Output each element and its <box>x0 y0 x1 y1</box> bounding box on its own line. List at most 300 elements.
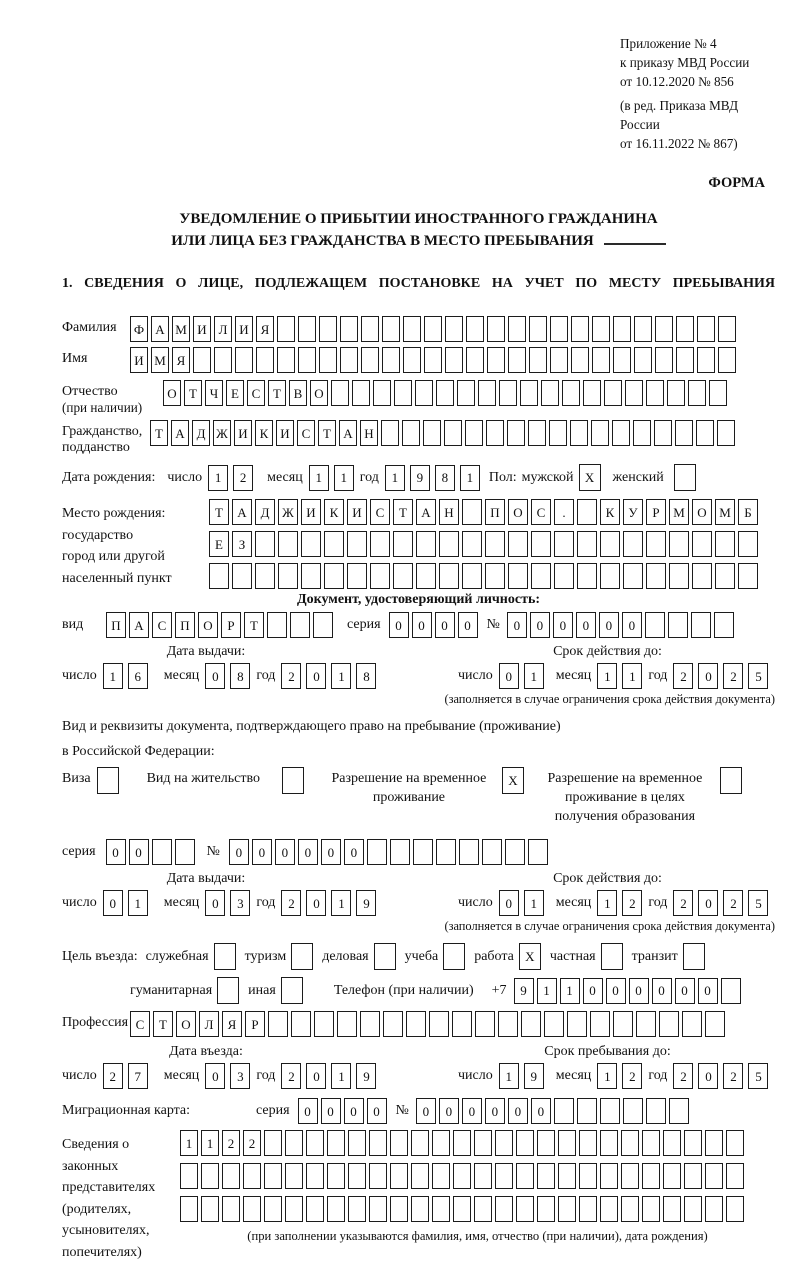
char-box[interactable] <box>550 316 568 342</box>
char-box[interactable] <box>403 347 421 373</box>
char-box[interactable]: П <box>106 612 126 638</box>
char-box[interactable]: 3 <box>230 1063 250 1089</box>
char-box[interactable] <box>549 420 567 446</box>
char-box[interactable] <box>445 316 463 342</box>
char-box[interactable] <box>577 531 597 557</box>
char-box[interactable] <box>474 1163 492 1189</box>
char-box[interactable] <box>738 563 758 589</box>
checkbox[interactable] <box>281 977 303 1004</box>
char-box[interactable]: 9 <box>356 890 376 916</box>
char-box[interactable]: Д <box>255 499 275 525</box>
char-box[interactable] <box>508 316 526 342</box>
char-box[interactable] <box>370 563 390 589</box>
char-box[interactable] <box>340 347 358 373</box>
char-box[interactable] <box>382 316 400 342</box>
char-box[interactable] <box>684 1196 702 1222</box>
char-box[interactable] <box>298 347 316 373</box>
char-box[interactable]: 0 <box>298 839 318 865</box>
char-box[interactable] <box>544 1011 564 1037</box>
char-box[interactable]: О <box>310 380 328 406</box>
char-box[interactable]: К <box>255 420 273 446</box>
char-box[interactable]: 9 <box>524 1063 544 1089</box>
char-box[interactable] <box>612 420 630 446</box>
char-box[interactable]: 2 <box>281 890 301 916</box>
char-box[interactable] <box>264 1130 282 1156</box>
char-box[interactable] <box>495 1130 513 1156</box>
char-box[interactable] <box>600 563 620 589</box>
char-box[interactable] <box>423 420 441 446</box>
char-box[interactable]: 1 <box>103 663 123 689</box>
char-box[interactable] <box>445 347 463 373</box>
char-box[interactable] <box>459 839 479 865</box>
char-box[interactable]: 9 <box>410 465 430 491</box>
char-box[interactable]: 0 <box>306 663 326 689</box>
char-box[interactable] <box>291 1011 311 1037</box>
char-box[interactable] <box>571 316 589 342</box>
char-box[interactable]: 0 <box>606 978 626 1004</box>
char-box[interactable]: 2 <box>281 663 301 689</box>
char-box[interactable]: И <box>193 316 211 342</box>
char-box[interactable]: 8 <box>230 663 250 689</box>
char-box[interactable] <box>457 380 475 406</box>
char-box[interactable] <box>508 563 528 589</box>
char-box[interactable] <box>347 563 367 589</box>
char-box[interactable] <box>348 1130 366 1156</box>
char-box[interactable] <box>383 1011 403 1037</box>
char-box[interactable] <box>313 612 333 638</box>
char-box[interactable] <box>717 420 735 446</box>
char-box[interactable] <box>583 380 601 406</box>
char-box[interactable] <box>214 347 232 373</box>
char-box[interactable] <box>668 612 688 638</box>
char-box[interactable] <box>301 531 321 557</box>
char-box[interactable]: 1 <box>331 1063 351 1089</box>
char-box[interactable] <box>432 1130 450 1156</box>
char-box[interactable]: 8 <box>435 465 455 491</box>
char-box[interactable] <box>558 1163 576 1189</box>
char-box[interactable] <box>411 1130 429 1156</box>
char-box[interactable] <box>505 839 525 865</box>
char-box[interactable] <box>436 839 456 865</box>
char-box[interactable] <box>390 839 410 865</box>
char-box[interactable] <box>256 347 274 373</box>
char-box[interactable]: 1 <box>208 465 228 491</box>
char-box[interactable] <box>462 531 482 557</box>
char-box[interactable]: 1 <box>334 465 354 491</box>
char-box[interactable] <box>570 420 588 446</box>
char-box[interactable] <box>381 420 399 446</box>
char-box[interactable]: 0 <box>599 612 619 638</box>
char-box[interactable]: Р <box>646 499 666 525</box>
char-box[interactable]: 0 <box>499 890 519 916</box>
char-box[interactable] <box>462 499 482 525</box>
char-box[interactable]: О <box>692 499 712 525</box>
checkbox[interactable] <box>217 977 239 1004</box>
char-box[interactable] <box>508 347 526 373</box>
char-box[interactable]: К <box>600 499 620 525</box>
char-box[interactable]: 1 <box>622 663 642 689</box>
char-box[interactable] <box>444 420 462 446</box>
char-box[interactable] <box>369 1130 387 1156</box>
char-box[interactable] <box>482 839 502 865</box>
checkbox[interactable] <box>601 943 623 970</box>
char-box[interactable]: 0 <box>321 1098 341 1124</box>
char-box[interactable]: И <box>301 499 321 525</box>
char-box[interactable] <box>621 1130 639 1156</box>
char-box[interactable]: 0 <box>458 612 478 638</box>
char-box[interactable] <box>516 1196 534 1222</box>
char-box[interactable] <box>550 347 568 373</box>
char-box[interactable]: 0 <box>675 978 695 1004</box>
char-box[interactable] <box>243 1163 261 1189</box>
char-box[interactable] <box>201 1196 219 1222</box>
char-box[interactable]: 2 <box>673 663 693 689</box>
char-box[interactable]: Ч <box>205 380 223 406</box>
char-box[interactable] <box>558 1196 576 1222</box>
char-box[interactable]: 0 <box>499 663 519 689</box>
char-box[interactable]: М <box>715 499 735 525</box>
char-box[interactable]: 0 <box>576 612 596 638</box>
char-box[interactable]: Н <box>439 499 459 525</box>
char-box[interactable]: 0 <box>389 612 409 638</box>
char-box[interactable] <box>432 1163 450 1189</box>
char-box[interactable] <box>301 563 321 589</box>
visa-checkbox[interactable] <box>97 767 119 794</box>
char-box[interactable]: 2 <box>673 890 693 916</box>
char-box[interactable] <box>452 1011 472 1037</box>
char-box[interactable] <box>474 1196 492 1222</box>
char-box[interactable] <box>411 1163 429 1189</box>
char-box[interactable]: С <box>531 499 551 525</box>
char-box[interactable]: А <box>232 499 252 525</box>
char-box[interactable] <box>684 1130 702 1156</box>
char-box[interactable]: С <box>247 380 265 406</box>
char-box[interactable] <box>696 420 714 446</box>
checkbox[interactable] <box>291 943 313 970</box>
char-box[interactable] <box>577 1098 597 1124</box>
char-box[interactable] <box>424 316 442 342</box>
char-box[interactable] <box>554 531 574 557</box>
char-box[interactable] <box>600 1098 620 1124</box>
char-box[interactable] <box>541 380 559 406</box>
char-box[interactable]: 0 <box>252 839 272 865</box>
char-box[interactable]: 2 <box>233 465 253 491</box>
char-box[interactable]: 0 <box>344 1098 364 1124</box>
char-box[interactable] <box>507 420 525 446</box>
char-box[interactable] <box>424 347 442 373</box>
char-box[interactable] <box>453 1130 471 1156</box>
char-box[interactable]: 3 <box>230 890 250 916</box>
char-box[interactable]: 0 <box>205 890 225 916</box>
char-box[interactable] <box>529 316 547 342</box>
char-box[interactable] <box>486 420 504 446</box>
char-box[interactable] <box>285 1130 303 1156</box>
char-box[interactable] <box>462 563 482 589</box>
char-box[interactable] <box>306 1196 324 1222</box>
char-box[interactable]: Т <box>153 1011 173 1037</box>
char-box[interactable]: 1 <box>524 890 544 916</box>
char-box[interactable] <box>715 563 735 589</box>
char-box[interactable] <box>655 347 673 373</box>
char-box[interactable] <box>394 380 412 406</box>
char-box[interactable] <box>715 531 735 557</box>
char-box[interactable] <box>314 1011 334 1037</box>
char-box[interactable] <box>642 1196 660 1222</box>
char-box[interactable] <box>487 347 505 373</box>
char-box[interactable] <box>600 1163 618 1189</box>
char-box[interactable] <box>721 978 741 1004</box>
char-box[interactable]: 1 <box>537 978 557 1004</box>
char-box[interactable]: 1 <box>309 465 329 491</box>
char-box[interactable] <box>267 612 287 638</box>
char-box[interactable] <box>600 1130 618 1156</box>
char-box[interactable] <box>529 347 547 373</box>
char-box[interactable] <box>623 563 643 589</box>
char-box[interactable] <box>393 531 413 557</box>
char-box[interactable]: А <box>416 499 436 525</box>
char-box[interactable]: 1 <box>597 663 617 689</box>
char-box[interactable]: Л <box>214 316 232 342</box>
char-box[interactable] <box>439 563 459 589</box>
checkbox[interactable] <box>443 943 465 970</box>
char-box[interactable] <box>567 1011 587 1037</box>
char-box[interactable] <box>340 316 358 342</box>
char-box[interactable] <box>520 380 538 406</box>
char-box[interactable] <box>453 1163 471 1189</box>
char-box[interactable]: 0 <box>344 839 364 865</box>
char-box[interactable]: 9 <box>356 1063 376 1089</box>
char-box[interactable]: 0 <box>508 1098 528 1124</box>
char-box[interactable] <box>406 1011 426 1037</box>
char-box[interactable]: 5 <box>748 890 768 916</box>
temp-residence-checkbox[interactable]: X <box>502 767 524 794</box>
residence-permit-checkbox[interactable] <box>282 767 304 794</box>
char-box[interactable] <box>577 499 597 525</box>
char-box[interactable]: 1 <box>499 1063 519 1089</box>
char-box[interactable] <box>591 420 609 446</box>
char-box[interactable] <box>436 380 454 406</box>
char-box[interactable] <box>175 839 195 865</box>
char-box[interactable]: 2 <box>281 1063 301 1089</box>
char-box[interactable]: 0 <box>275 839 295 865</box>
char-box[interactable] <box>726 1130 744 1156</box>
char-box[interactable] <box>478 380 496 406</box>
char-box[interactable]: Ф <box>130 316 148 342</box>
char-box[interactable] <box>528 420 546 446</box>
char-box[interactable]: Д <box>192 420 210 446</box>
char-box[interactable] <box>352 380 370 406</box>
char-box[interactable] <box>604 380 622 406</box>
checkbox[interactable] <box>683 943 705 970</box>
char-box[interactable]: 2 <box>723 663 743 689</box>
char-box[interactable]: 0 <box>583 978 603 1004</box>
char-box[interactable] <box>537 1196 555 1222</box>
char-box[interactable] <box>193 347 211 373</box>
char-box[interactable] <box>324 563 344 589</box>
char-box[interactable] <box>669 1098 689 1124</box>
char-box[interactable]: 0 <box>530 612 550 638</box>
char-box[interactable] <box>709 380 727 406</box>
char-box[interactable] <box>676 347 694 373</box>
char-box[interactable] <box>290 612 310 638</box>
char-box[interactable] <box>277 347 295 373</box>
char-box[interactable] <box>298 316 316 342</box>
char-box[interactable] <box>621 1196 639 1222</box>
char-box[interactable] <box>663 1163 681 1189</box>
char-box[interactable] <box>528 839 548 865</box>
char-box[interactable] <box>373 380 391 406</box>
char-box[interactable] <box>390 1196 408 1222</box>
char-box[interactable] <box>485 563 505 589</box>
char-box[interactable] <box>306 1130 324 1156</box>
char-box[interactable] <box>465 420 483 446</box>
char-box[interactable] <box>432 1196 450 1222</box>
char-box[interactable]: 0 <box>129 839 149 865</box>
char-box[interactable] <box>691 612 711 638</box>
char-box[interactable]: Н <box>360 420 378 446</box>
char-box[interactable]: 0 <box>698 978 718 1004</box>
char-box[interactable] <box>152 839 172 865</box>
char-box[interactable]: О <box>198 612 218 638</box>
char-box[interactable]: Р <box>221 612 241 638</box>
char-box[interactable]: 0 <box>622 612 642 638</box>
char-box[interactable]: С <box>370 499 390 525</box>
char-box[interactable] <box>718 347 736 373</box>
char-box[interactable]: А <box>171 420 189 446</box>
char-box[interactable]: Я <box>222 1011 242 1037</box>
char-box[interactable] <box>347 531 367 557</box>
char-box[interactable] <box>222 1163 240 1189</box>
char-box[interactable] <box>201 1163 219 1189</box>
char-box[interactable]: 1 <box>201 1130 219 1156</box>
char-box[interactable] <box>676 316 694 342</box>
char-box[interactable]: 0 <box>531 1098 551 1124</box>
char-box[interactable] <box>646 1098 666 1124</box>
char-box[interactable] <box>264 1196 282 1222</box>
char-box[interactable] <box>285 1196 303 1222</box>
char-box[interactable] <box>600 531 620 557</box>
char-box[interactable]: 1 <box>331 890 351 916</box>
char-box[interactable] <box>255 563 275 589</box>
char-box[interactable] <box>277 316 295 342</box>
char-box[interactable] <box>393 563 413 589</box>
char-box[interactable] <box>537 1130 555 1156</box>
char-box[interactable]: Е <box>209 531 229 557</box>
char-box[interactable] <box>554 563 574 589</box>
char-box[interactable]: С <box>130 1011 150 1037</box>
char-box[interactable]: И <box>276 420 294 446</box>
char-box[interactable] <box>499 380 517 406</box>
char-box[interactable]: Я <box>256 316 274 342</box>
char-box[interactable] <box>415 380 433 406</box>
char-box[interactable]: 0 <box>507 612 527 638</box>
char-box[interactable]: 0 <box>103 890 123 916</box>
gender-female-checkbox[interactable] <box>674 464 696 491</box>
char-box[interactable] <box>466 347 484 373</box>
char-box[interactable] <box>327 1130 345 1156</box>
char-box[interactable] <box>645 612 665 638</box>
char-box[interactable] <box>592 316 610 342</box>
char-box[interactable]: 0 <box>435 612 455 638</box>
char-box[interactable] <box>636 1011 656 1037</box>
char-box[interactable] <box>324 531 344 557</box>
char-box[interactable] <box>613 347 631 373</box>
char-box[interactable] <box>714 612 734 638</box>
char-box[interactable] <box>726 1196 744 1222</box>
char-box[interactable]: Ж <box>213 420 231 446</box>
char-box[interactable] <box>592 347 610 373</box>
char-box[interactable]: 0 <box>321 839 341 865</box>
char-box[interactable] <box>521 1011 541 1037</box>
char-box[interactable] <box>382 347 400 373</box>
char-box[interactable]: 0 <box>306 890 326 916</box>
char-box[interactable] <box>403 316 421 342</box>
char-box[interactable]: 2 <box>723 1063 743 1089</box>
char-box[interactable] <box>390 1163 408 1189</box>
char-box[interactable] <box>360 1011 380 1037</box>
char-box[interactable]: 8 <box>356 663 376 689</box>
char-box[interactable] <box>579 1196 597 1222</box>
char-box[interactable]: 2 <box>622 890 642 916</box>
char-box[interactable] <box>306 1163 324 1189</box>
char-box[interactable] <box>402 420 420 446</box>
char-box[interactable]: 0 <box>205 663 225 689</box>
char-box[interactable] <box>439 531 459 557</box>
char-box[interactable] <box>659 1011 679 1037</box>
char-box[interactable] <box>361 347 379 373</box>
char-box[interactable] <box>663 1130 681 1156</box>
char-box[interactable] <box>235 347 253 373</box>
char-box[interactable] <box>613 316 631 342</box>
char-box[interactable]: 2 <box>103 1063 123 1089</box>
char-box[interactable]: И <box>234 420 252 446</box>
char-box[interactable] <box>625 380 643 406</box>
char-box[interactable]: И <box>235 316 253 342</box>
char-box[interactable]: Т <box>150 420 168 446</box>
char-box[interactable]: Т <box>318 420 336 446</box>
char-box[interactable] <box>487 316 505 342</box>
char-box[interactable]: Т <box>268 380 286 406</box>
char-box[interactable]: 0 <box>698 663 718 689</box>
char-box[interactable]: 1 <box>597 890 617 916</box>
char-box[interactable] <box>669 531 689 557</box>
char-box[interactable]: 2 <box>222 1130 240 1156</box>
char-box[interactable] <box>453 1196 471 1222</box>
char-box[interactable]: 2 <box>622 1063 642 1089</box>
char-box[interactable] <box>554 1098 574 1124</box>
char-box[interactable]: 1 <box>180 1130 198 1156</box>
char-box[interactable]: Б <box>738 499 758 525</box>
char-box[interactable] <box>466 316 484 342</box>
char-box[interactable]: У <box>623 499 643 525</box>
char-box[interactable] <box>495 1163 513 1189</box>
char-box[interactable] <box>613 1011 633 1037</box>
char-box[interactable]: . <box>554 499 574 525</box>
char-box[interactable] <box>688 380 706 406</box>
char-box[interactable]: А <box>151 316 169 342</box>
char-box[interactable] <box>319 316 337 342</box>
checkbox[interactable] <box>374 943 396 970</box>
char-box[interactable]: 2 <box>243 1130 261 1156</box>
char-box[interactable]: 2 <box>673 1063 693 1089</box>
char-box[interactable]: 0 <box>485 1098 505 1124</box>
char-box[interactable] <box>634 316 652 342</box>
char-box[interactable] <box>255 531 275 557</box>
char-box[interactable]: С <box>297 420 315 446</box>
char-box[interactable]: Л <box>199 1011 219 1037</box>
char-box[interactable] <box>416 563 436 589</box>
char-box[interactable] <box>209 563 229 589</box>
